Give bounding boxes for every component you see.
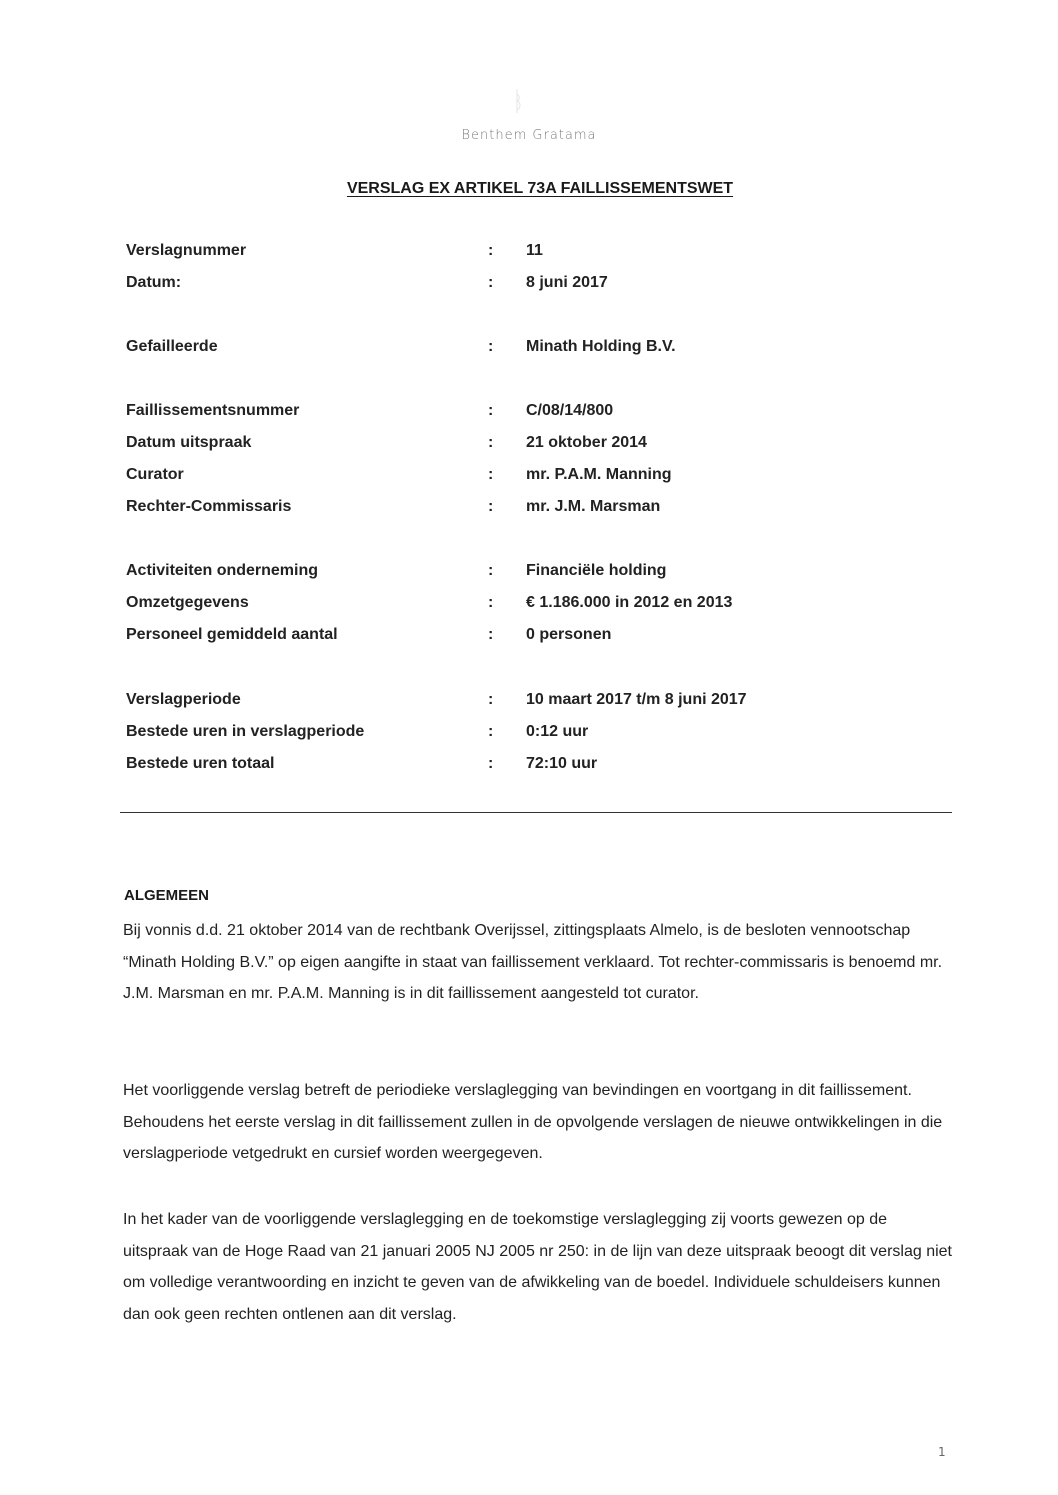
info-row-personeel	[124, 626, 944, 650]
info-colon: :	[488, 691, 494, 708]
info-label: Personeel gemiddeld aantal	[126, 626, 338, 643]
info-value: € 1.186.000 in 2012 en 2013	[526, 594, 733, 611]
info-colon: :	[488, 723, 494, 740]
info-value: mr. P.A.M. Manning	[526, 466, 672, 483]
info-colon: :	[488, 242, 494, 259]
info-label: Bestede uren totaal	[126, 755, 275, 772]
info-value: 11	[526, 242, 543, 259]
info-value: 0:12 uur	[526, 723, 589, 740]
info-label: Activiteiten onderneming	[126, 562, 319, 579]
info-row-datum-uitspraak	[124, 434, 944, 458]
info-colon: :	[488, 434, 494, 451]
info-row-bestede-uren-periode	[124, 723, 944, 747]
info-colon: :	[488, 402, 494, 419]
info-colon: :	[488, 594, 494, 611]
info-row-rechter-commissaris	[124, 498, 944, 522]
info-value: 10 maart 2017 t/m 8 juni 2017	[526, 691, 747, 708]
section-heading: ALGEMEEN	[124, 887, 210, 904]
document-title: VERSLAG EX ARTIKEL 73A FAILLISSEMENTSWET	[346, 180, 734, 197]
info-row-bestede-uren-totaal	[124, 755, 944, 779]
info-row-curator	[124, 466, 944, 490]
info-value: 8 juni 2017	[526, 274, 608, 291]
info-colon: :	[488, 338, 494, 355]
info-value: Minath Holding B.V.	[526, 338, 676, 355]
horizontal-divider	[120, 812, 952, 813]
paragraph: Bij vonnis d.d. 21 oktober 2014 van de rechtbank Overijssel, zittingsplaats Almelo, is de besloten vennootschap “Minath Holding B.V.” op eigen aangifte in staat van faillissement verklaard. Tot rechter-commissaris is benoemd mr. J.M. Marsman en mr. P.A.M. Manning is in dit faillissement aangesteld tot curator.	[123, 922, 943, 1002]
info-row-datum	[124, 274, 944, 298]
info-label: Datum:	[126, 274, 182, 291]
info-label: Curator	[126, 466, 184, 483]
page-number: 1	[938, 1445, 946, 1459]
info-value: Financiële holding	[526, 562, 667, 579]
info-colon: :	[488, 562, 494, 579]
info-row-omzetgegevens	[124, 594, 944, 618]
info-row-faillissementsnummer	[124, 402, 944, 426]
info-value: 21 oktober 2014	[526, 434, 647, 451]
info-row-verslagperiode	[124, 691, 944, 715]
logo-mark-icon	[510, 88, 524, 114]
info-value: mr. J.M. Marsman	[526, 498, 661, 515]
info-value: 0 personen	[526, 626, 612, 643]
info-colon: :	[488, 466, 494, 483]
info-colon: :	[488, 274, 494, 291]
info-label: Verslagperiode	[126, 691, 241, 708]
info-label: Verslagnummer	[126, 242, 247, 259]
info-label: Omzetgegevens	[126, 594, 249, 611]
info-label: Gefailleerde	[126, 338, 218, 355]
info-row-activiteiten	[124, 562, 944, 586]
paragraph: Het voorliggende verslag betreft de periodieke verslaglegging van bevindingen en voortgang in dit faillissement. Behoudens het eerste verslag in dit faillissement zullen in de opvolgende verslagen de nieuwe ontwikkelingen in die verslagperiode vetgedrukt en cursief worden weergegeven.	[123, 1082, 943, 1162]
info-label: Datum uitspraak	[126, 434, 252, 451]
info-colon: :	[488, 755, 494, 772]
info-colon: :	[488, 498, 494, 515]
info-value: C/08/14/800	[526, 402, 614, 419]
info-colon: :	[488, 626, 494, 643]
info-label: Bestede uren in verslagperiode	[126, 723, 365, 740]
info-label: Rechter-Commissaris	[126, 498, 292, 515]
info-label: Faillissementsnummer	[126, 402, 300, 419]
paragraph: In het kader van de voorliggende verslaglegging en de toekomstige verslaglegging zij voorts gewezen op de uitspraak van de Hoge Raad van 21 januari 2005 NJ 2005 nr 250: in de lijn van deze uitspraak beoogt dit verslag niet om volledige verantwoording en inzicht te geven van de afwikkeling van de boedel. Individuele schuldeisers kunnen dan ook geen rechten ontlenen aan dit verslag.	[123, 1211, 952, 1323]
info-row-verslagnummer	[124, 242, 944, 266]
info-row-gefailleerde	[124, 338, 944, 362]
info-value: 72:10 uur	[526, 755, 598, 772]
letterhead: Benthem Gratama	[461, 128, 597, 143]
